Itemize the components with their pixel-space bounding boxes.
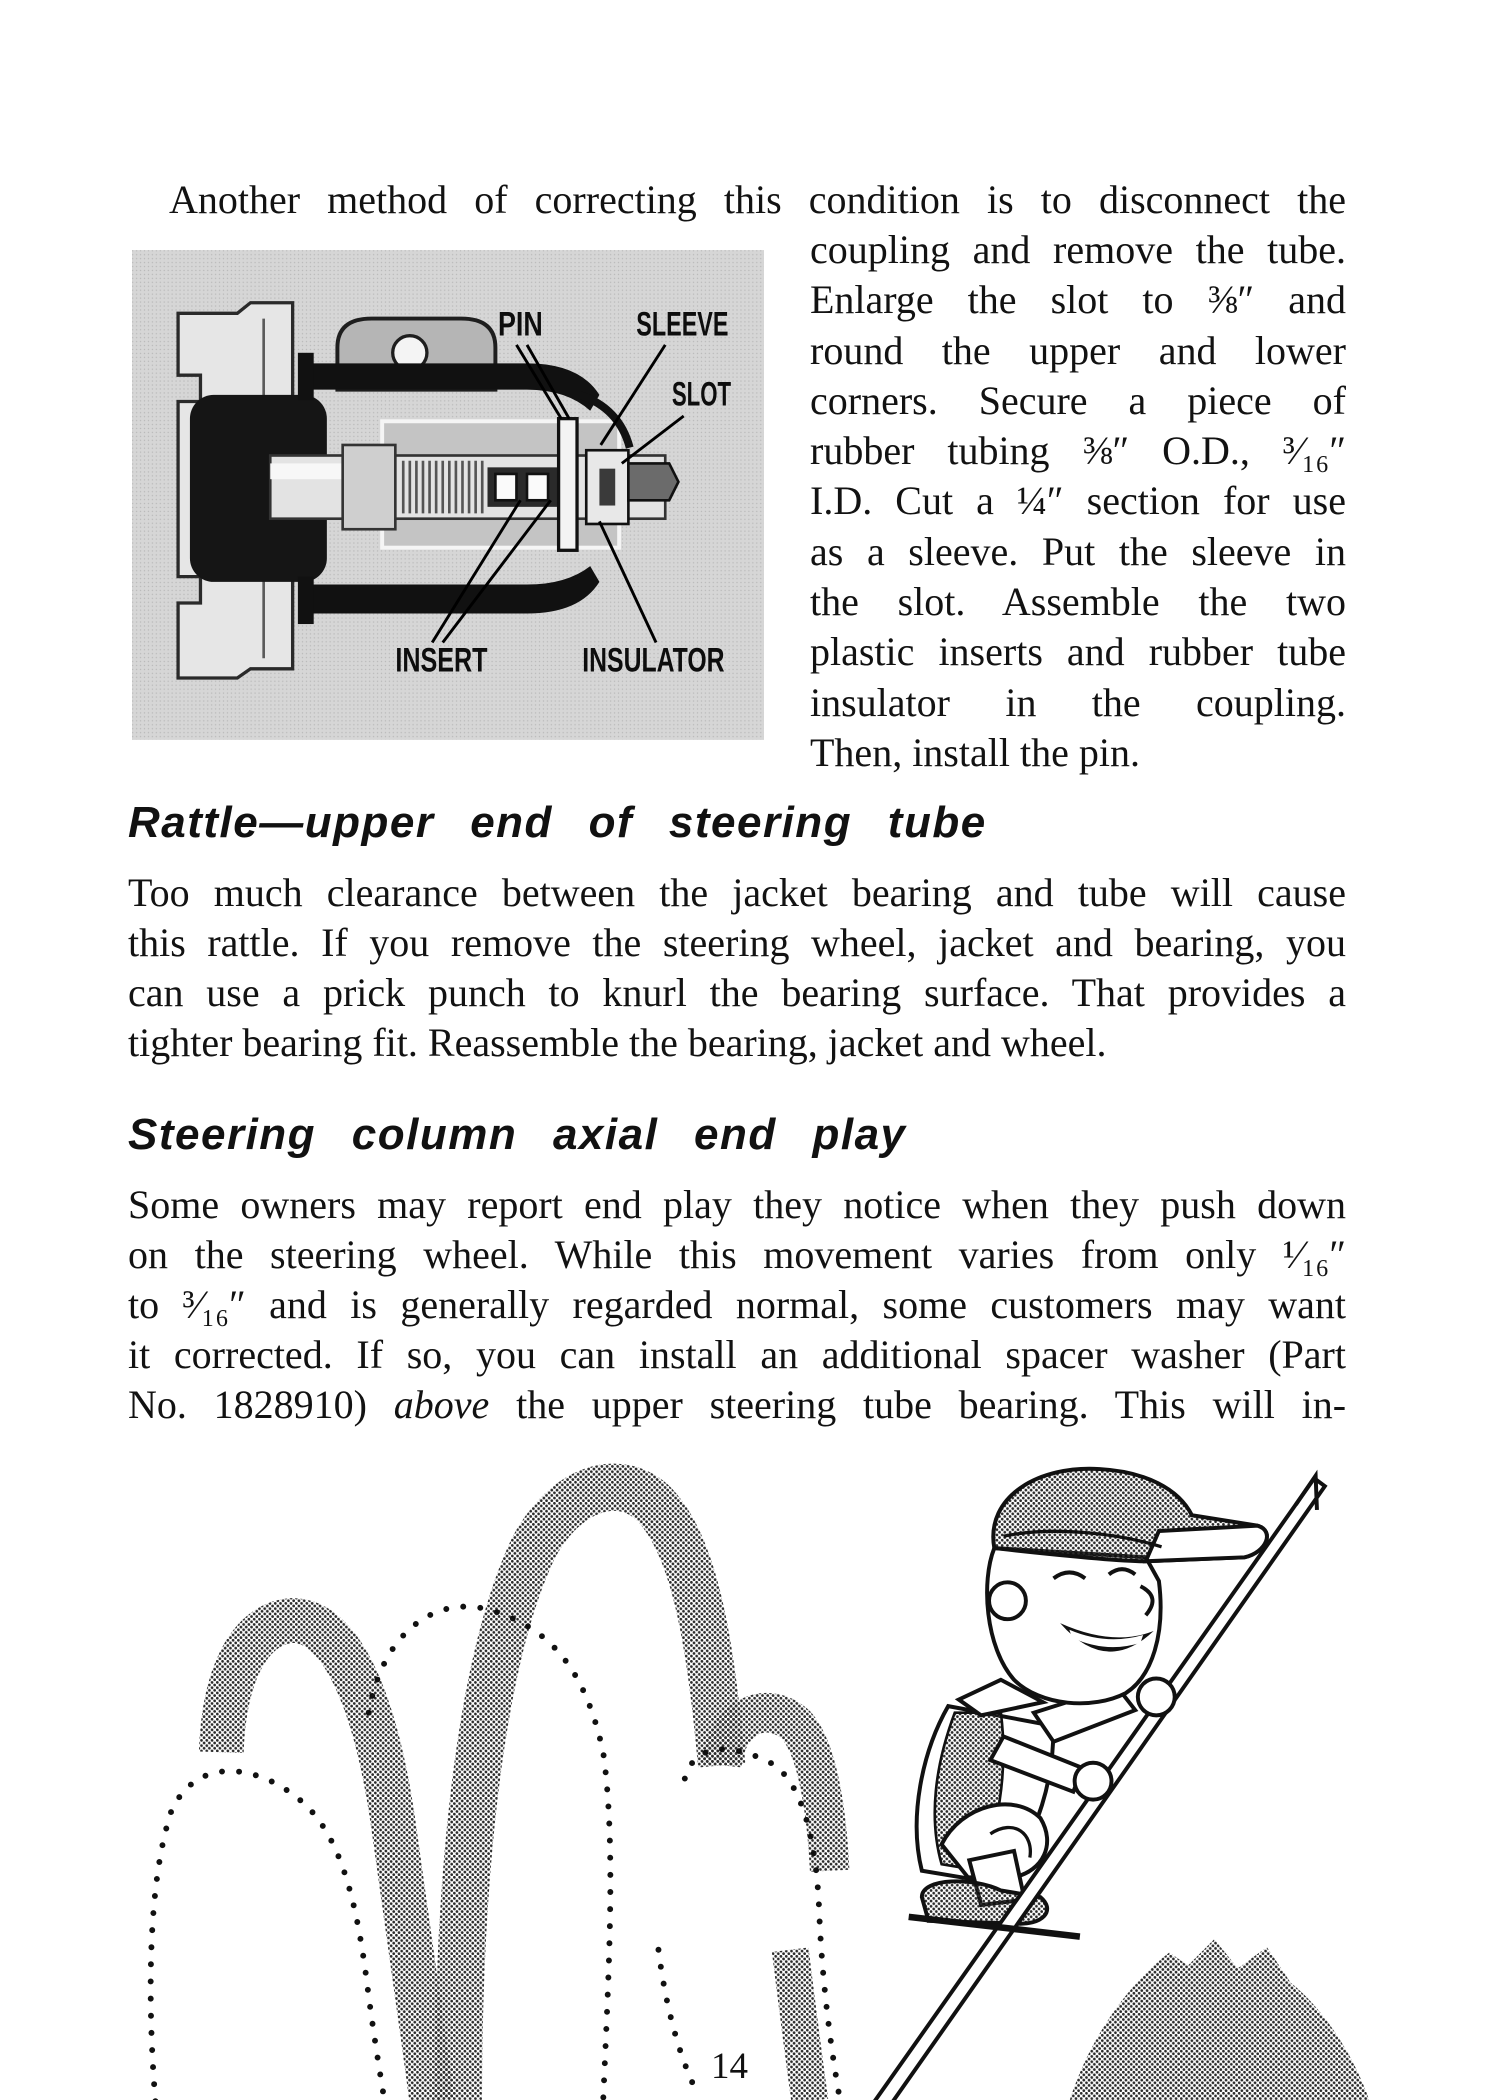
coupling-cutaway-svg (132, 250, 764, 740)
body-line: Too much clearance between the jacket bearing and tube will cause (128, 870, 1346, 915)
shaft-end (628, 463, 678, 500)
body-line: Some owners may report end play they notice when they push down (128, 1182, 1346, 1227)
shaft-splines (403, 461, 482, 514)
label-sleeve: SLEEVE (636, 305, 729, 344)
plastic-insert-right (527, 474, 548, 500)
column-line: coupling and remove the tube. (810, 227, 1346, 272)
vaulter-ear (989, 1582, 1026, 1619)
pole-vaulter-illustration (0, 1440, 1500, 2100)
label-slot: SLOT (671, 375, 732, 414)
stippled-arc-right (722, 1713, 830, 1871)
column-line: insulator in the coupling. (810, 679, 1346, 725)
lower-tube-flange (298, 577, 314, 624)
section-body-rattle (128, 868, 1346, 1068)
shaft-shoulder (343, 445, 396, 529)
section-heading-rattle: Rattle—upper end of steering tube (128, 798, 987, 847)
upper-tube-flange (298, 353, 314, 400)
closing-line-start: No. 1828910) (128, 1382, 367, 1427)
column-line: rubber tubing ⅜″ O.D., ³⁄₁₆″ (810, 428, 1346, 474)
dotted-arc-small (658, 1950, 698, 2095)
coupling-cutaway-figure (132, 250, 764, 740)
pole-vaulter-svg (0, 1440, 1500, 2100)
vaulter-bottom-hand (1075, 1763, 1112, 1800)
vaulter-top-hand (1138, 1678, 1175, 1715)
stippled-arc-tall (458, 1487, 721, 2100)
intro-column-text (810, 225, 1346, 778)
column-line: Then, install the pin. (810, 729, 1140, 775)
column-line: I.D. Cut a ¼″ section for use (810, 478, 1346, 524)
coupling-pin (559, 419, 577, 551)
label-pin: PIN (498, 305, 543, 344)
stippled-arc-left (221, 1621, 432, 2100)
page-number: 14 (711, 2046, 748, 2087)
label-insulator: INSULATOR (582, 641, 725, 680)
column-line: the slot. Assemble the two (810, 579, 1346, 625)
column-line: corners. Secure a piece of (810, 377, 1346, 423)
body-line: tighter bearing fit. Reassemble the bearing, jacket and wheel. (128, 1020, 1107, 1065)
label-insert: INSERT (395, 641, 488, 680)
column-line: as a sleeve. Put the sleeve in (810, 528, 1346, 574)
column-line: plastic inserts and rubber tube (810, 629, 1346, 675)
column-line: round the upper and lower (810, 327, 1346, 373)
body-line: this rattle. If you remove the steering wheel, jacket and bearing, you (128, 920, 1346, 965)
body-line: can use a prick punch to knurl the bearing surface. That provides a (128, 970, 1346, 1015)
body-line: it corrected. If so, you can install an additional spacer washer (Part (128, 1332, 1346, 1377)
column-line: Enlarge the slot to ⅜″ and (810, 277, 1346, 323)
dotted-arc-left (151, 1771, 385, 2100)
stippled-hill (1069, 1939, 1369, 2100)
body-line: on the steering wheel. While this movement varies from only ¹⁄₁₆″ (128, 1232, 1346, 1277)
plastic-insert-left (495, 474, 516, 500)
section-body-end-play (128, 1180, 1346, 1430)
section-heading-end-play: Steering column axial end play (128, 1110, 907, 1159)
closing-line-end: the upper steering tube bearing. This will in- (516, 1382, 1347, 1427)
closing-line-emphasis: above (393, 1382, 490, 1427)
intro-paragraph (169, 175, 1346, 225)
stippled-arc-base (790, 1950, 810, 2100)
cap-brim (1146, 1526, 1267, 1562)
body-line: to ³⁄₁₆″ and is generally regarded normal, some customers may want (128, 1282, 1346, 1327)
intro-first-line: Another method of correcting this condition is to disconnect the (169, 177, 1346, 222)
insulator-core (599, 469, 615, 506)
body-line-closing (128, 1380, 1346, 1430)
